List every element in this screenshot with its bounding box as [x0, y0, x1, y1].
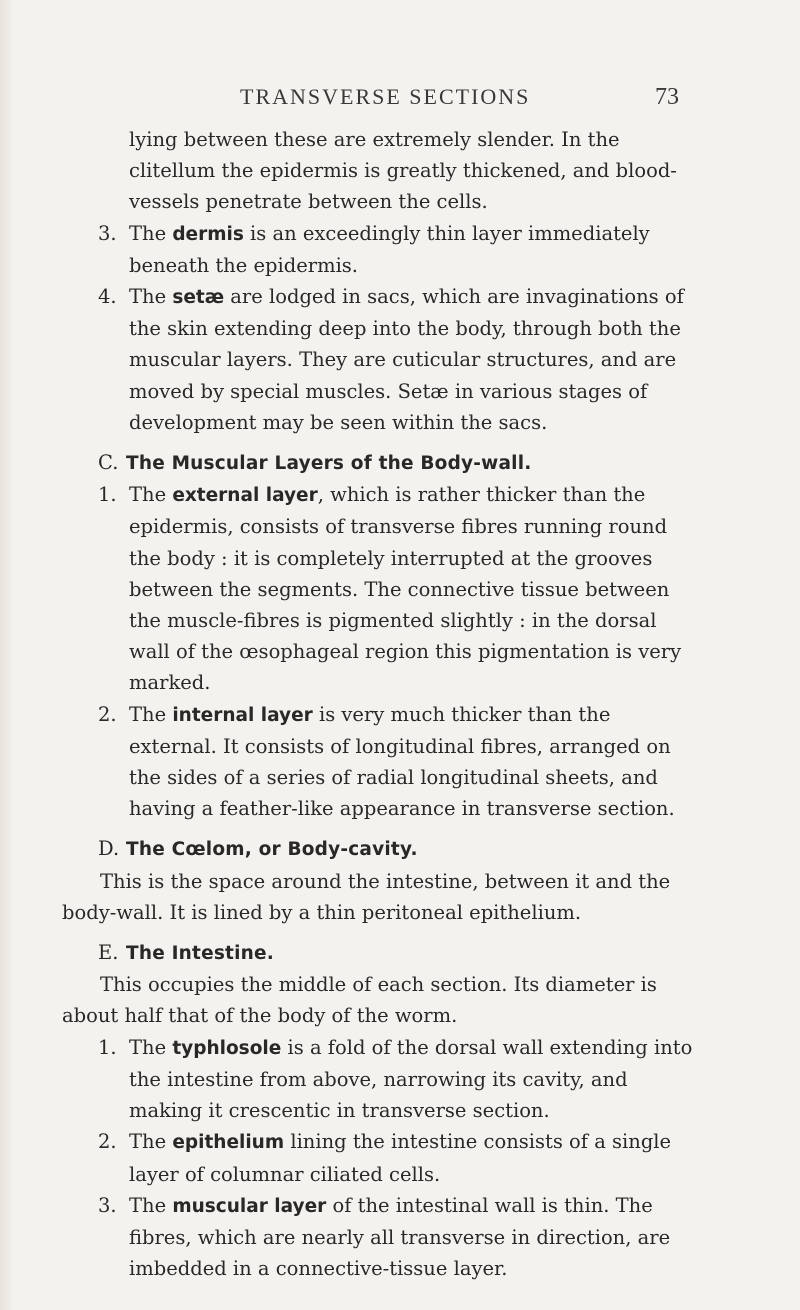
section-letter: E. [98, 941, 119, 965]
section-title: The Cœlom, or Body-cavity. [126, 839, 418, 861]
list-item-internal-layer: 2. The internal layer is very much thicker than the external. It consists of longitudinal fibres, arranged on the sides of a series of radial longitudinal sheets, and having a feather-like appearance in transverse section. [0, 699, 699, 825]
section-heading-d [0, 833, 698, 865]
list-item-muscular-layer: 3. The muscular layer of the intestinal wall is thin. The fibres, which are nearly all transverse in direction, are imbedded in a connective-tissue layer. [0, 1190, 699, 1285]
section-title: The Muscular Layers of the Body-wall. [126, 453, 532, 475]
item-number: 3. [98, 221, 117, 245]
section-title: The Intestine. [126, 943, 274, 965]
bold-term: typhlosole [172, 1037, 282, 1059]
section-heading-e [0, 937, 698, 969]
list-item-typhlosole: 1. The typhlosole is a fold of the dorsal wall extending into the intestine from above, narrowing its cavity, and making it crescentic in transverse section. [0, 1032, 699, 1127]
page-number: 73 [655, 84, 679, 110]
item-number: 1. [98, 483, 117, 507]
bold-term: external layer [172, 485, 318, 507]
bold-term: muscular layer [172, 1195, 327, 1217]
list-item-dermis: 3. The dermis is an exceedingly thin layer immediately beneath the epidermis. [0, 218, 699, 281]
item-number: 2. [98, 702, 117, 726]
item-number: 2. [98, 1130, 117, 1154]
section-d-paragraph: This is the space around the intestine, between it and the body-wall. It is lined by a thin peritoneal epithelium. [62, 869, 671, 924]
section-letter: D. [98, 837, 120, 861]
running-title: TRANSVERSE SECTIONS [240, 84, 531, 109]
bold-term: setæ [172, 287, 225, 309]
continued-paragraph: lying between these are extremely slender. In the clitellum the epidermis is greatly thickened, and blood-vessels penetrate between the cells. [129, 128, 677, 214]
bold-term: internal layer [172, 704, 313, 726]
section-e-paragraph: This occupies the middle of each section. Its diameter is about half that of the body of the worm. [62, 973, 657, 1028]
item-number: 1. [98, 1035, 117, 1059]
list-item-external-layer: 1. The external layer, which is rather thicker than the epidermis, consists of transverse fibres running round the body : it is completely interrupted at the grooves between the segments. The connective tissue between the muscle-fibres is pigmented slightly : in the dorsal wall of the œsophageal region this pigmentation is very marked. [0, 479, 699, 698]
running-header [0, 84, 800, 118]
section-heading-c [0, 447, 698, 479]
item-number: 4. [98, 285, 117, 309]
page-body [0, 124, 800, 1284]
item-number: 3. [98, 1193, 117, 1217]
list-item-setae: 4. The setæ are lodged in sacs, which are invaginations of the skin extending deep into the body, through both the muscular layers. They are cuticular structures, and are moved by special muscles. Setæ in various stages of development may be seen within the sacs. [0, 281, 699, 438]
list-item-epithelium: 2. The epithelium lining the intestine consists of a single layer of columnar ciliated cells. [0, 1126, 699, 1189]
bold-term: epithelium [172, 1132, 285, 1154]
section-letter: C. [98, 451, 119, 475]
bold-term: dermis [172, 223, 244, 245]
